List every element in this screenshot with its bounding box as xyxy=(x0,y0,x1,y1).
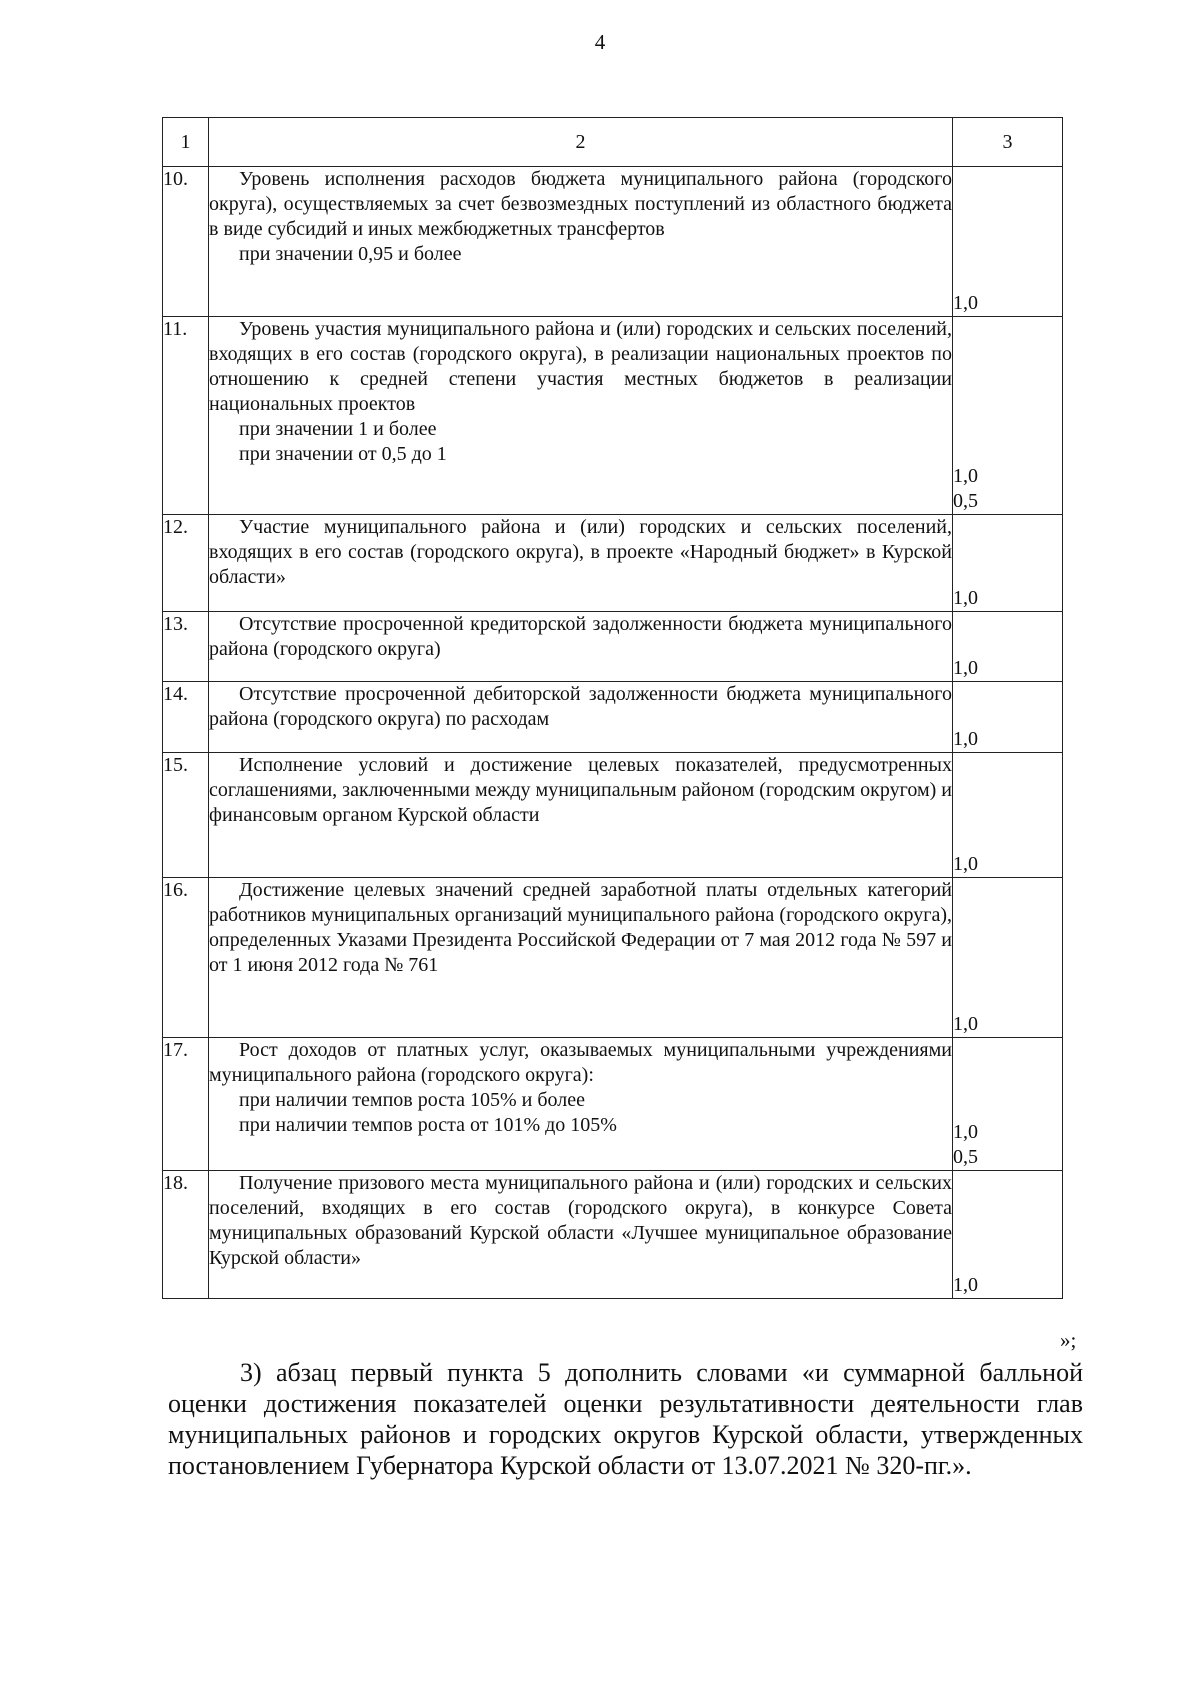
table-row xyxy=(163,612,1063,682)
header-col-3: 3 xyxy=(953,118,1063,167)
table-row xyxy=(163,753,1063,878)
row-score xyxy=(953,753,1063,878)
page-number: 4 xyxy=(594,30,606,54)
criterion-text: Уровень участия муниципального района и (или) городских и сельских поселений, входящих в его состав (городского округа), в реализации национальных проектов по отношению к средней степени участия местных бюджетов в реализации национальных проектов xyxy=(209,318,952,415)
criterion-text: Уровень исполнения расходов бюджета муниципального района (городского округа), осуществляемых за счет безвозмездных поступлений из областного бюджета в виде субсидий и иных межбюджетных трансфертов xyxy=(209,168,952,240)
amendment-paragraph: 3) абзац первый пункта 5 дополнить словами «и суммарной балльной оценки достижения показателей оценки результативности деятельности глав муниципальных районов и городских округов Курской области, утвержденных постановлением Губернатора Курской области от 13.07.2021 № 320-пг.». xyxy=(168,1358,1083,1480)
criterion-text: Получение призового места муниципального района и (или) городских и сельских поселений, входящих в его состав (городского округа), в конкурсе Совета муниципальных образований Курской области «Лучшее муниципальное образование Курской области» xyxy=(209,1172,952,1269)
row-score xyxy=(953,878,1063,1038)
header-col-1: 1 xyxy=(163,118,209,167)
row-number: 10. xyxy=(163,167,209,317)
score-value: 1,0 xyxy=(953,728,978,750)
table-row xyxy=(163,317,1063,515)
table-row xyxy=(163,515,1063,612)
criteria-table xyxy=(162,117,1063,1299)
row-number: 12. xyxy=(163,515,209,612)
score-value: 1,0 xyxy=(953,1013,978,1035)
row-score xyxy=(953,167,1063,317)
table-row xyxy=(163,1171,1063,1299)
table-row xyxy=(163,1038,1063,1171)
criterion-text: Рост доходов от платных услуг, оказываемых муниципальными учреждениями муниципального района (городского округа): xyxy=(209,1039,952,1086)
criterion-text: Исполнение условий и достижение целевых показателей, предусмотренных соглашениями, заключенными между муниципальным районом (городским округом) и финансовым органом Курской области xyxy=(209,754,952,826)
row-text xyxy=(209,878,953,1038)
row-number: 18. xyxy=(163,1171,209,1299)
table-row xyxy=(163,167,1063,317)
score-value: 1,0 xyxy=(953,853,978,875)
row-number: 15. xyxy=(163,753,209,878)
score-value: 1,0 xyxy=(953,292,978,314)
row-score xyxy=(953,682,1063,753)
score-value: 0,5 xyxy=(953,490,978,512)
row-text xyxy=(209,753,953,878)
score-value: 0,5 xyxy=(953,1146,978,1168)
row-score xyxy=(953,1038,1063,1171)
row-text xyxy=(209,612,953,682)
row-number: 14. xyxy=(163,682,209,753)
criterion-text: Отсутствие просроченной кредиторской задолженности бюджета муниципального района (городского округа) xyxy=(209,613,952,660)
score-value: 1,0 xyxy=(953,657,978,679)
score-value: 1,0 xyxy=(953,1274,978,1296)
row-score xyxy=(953,612,1063,682)
row-text xyxy=(209,317,953,515)
row-number: 16. xyxy=(163,878,209,1038)
condition-label: при наличии темпов роста 105% и более xyxy=(239,1089,585,1111)
row-number: 13. xyxy=(163,612,209,682)
row-number: 17. xyxy=(163,1038,209,1171)
table-header-row xyxy=(163,118,1063,167)
condition-label: при значении от 0,5 до 1 xyxy=(239,443,447,465)
score-value: 1,0 xyxy=(953,587,978,609)
row-number: 11. xyxy=(163,317,209,515)
criterion-text: Достижение целевых значений средней заработной платы отдельных категорий работников муниципальных организаций муниципального района (городского округа), определенных Указами Президента Российской Федерации от 7 мая 2012 года № 597 и от 1 июня 2012 года № 761 xyxy=(209,879,952,976)
row-text xyxy=(209,167,953,317)
score-value: 1,0 xyxy=(953,1121,978,1143)
closing-quote-mark: »; xyxy=(1060,1328,1077,1352)
row-score xyxy=(953,1171,1063,1299)
row-score xyxy=(953,317,1063,515)
row-text xyxy=(209,682,953,753)
table-row xyxy=(163,682,1063,753)
condition-label: при значении 1 и более xyxy=(239,418,437,440)
header-col-2: 2 xyxy=(209,118,953,167)
row-text xyxy=(209,1038,953,1171)
table-row xyxy=(163,878,1063,1038)
condition-label: при значении 0,95 и более xyxy=(239,243,462,265)
score-value: 1,0 xyxy=(953,465,978,487)
criterion-text: Участие муниципального района и (или) городских и сельских поселений, входящих в его состав (городского округа), в проекте «Народный бюджет» в Курской области» xyxy=(209,516,952,588)
row-text xyxy=(209,515,953,612)
condition-label: при наличии темпов роста от 101% до 105% xyxy=(239,1114,617,1136)
row-score xyxy=(953,515,1063,612)
criterion-text: Отсутствие просроченной дебиторской задолженности бюджета муниципального района (городского округа) по расходам xyxy=(209,683,952,730)
row-text xyxy=(209,1171,953,1299)
